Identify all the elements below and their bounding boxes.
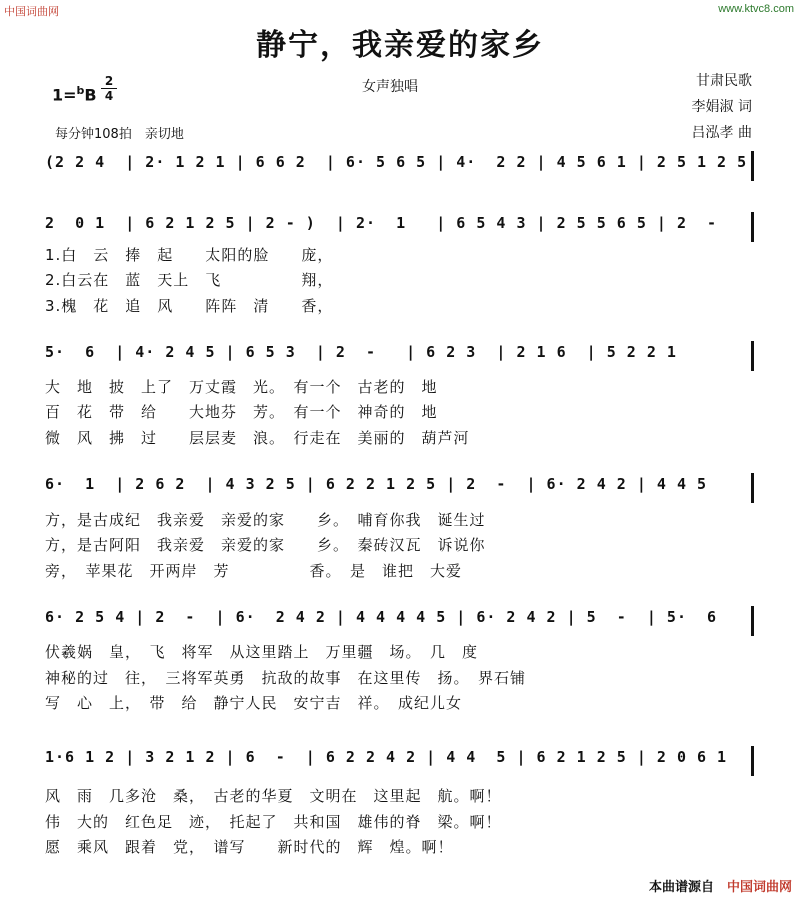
watermark-left: 中国词曲网	[4, 5, 59, 18]
system-3-lyric-3: 微 风 拂 过 层层麦 浪。 行走在 美丽的 葫芦河	[45, 429, 470, 447]
barline-final	[751, 473, 754, 503]
song-subtitle: 女声独唱	[362, 79, 418, 95]
barline-final	[751, 151, 754, 181]
system-6-lyric-2: 伟 大的 红色足 迹， 托起了 共和国 雄伟的脊 梁。啊！	[45, 813, 502, 831]
barline-final	[751, 212, 754, 242]
system-4-lyric-1: 方，是古成纪 我亲爱 亲爱的家 乡。 哺育你我 诞生过	[45, 511, 486, 529]
system-4-lyric-3: 旁， 苹果花 开两岸 芳 香。 是 谁把 大爱	[45, 562, 463, 580]
footer-attribution	[649, 876, 792, 895]
barline-final	[751, 341, 754, 371]
system-2-lyric-2: 2.白云在 蓝 天上 飞 翔，	[45, 271, 334, 289]
system-6-lyric-1: 风 雨 几多沧 桑， 古老的华夏 文明在 这里起 航。啊！	[45, 787, 502, 805]
system-1-notes-row	[45, 151, 760, 197]
tempo-marking: 每分钟108拍 亲切地	[55, 127, 184, 142]
time-top: 2	[104, 74, 114, 88]
system-5-lyric-2: 神秘的过 往， 三将军英勇 抗敌的故事 在这里传 扬。 界石铺	[45, 669, 527, 687]
key-note: B	[84, 85, 97, 105]
key-prefix: 1=	[52, 85, 77, 105]
watermark-right: www.ktvc8.com	[718, 3, 794, 15]
barline-final	[751, 606, 754, 636]
footer-site: 中国词曲网	[726, 880, 792, 895]
system-5-lyric-1: 伏羲娲 皇， 飞 将军 从这里踏上 万里疆 场。 几 度	[45, 643, 479, 661]
system-2-lyric-1: 1.白 云 捧 起 太阳的脸 庞，	[45, 246, 334, 264]
credit-origin: 甘肃民歌	[696, 73, 752, 89]
system-2-notes: 2 0 1 | 6 2 1 2 5 | 2 - ) | 2· 1 | 6 5 4 3 | 2 5 5 6 5 | 2 -	[45, 214, 718, 232]
system-4-lyric-2: 方，是古阿阳 我亲爱 亲爱的家 乡。 秦砖汉瓦 诉说你	[45, 536, 486, 554]
system-5-notes: 6· 2 5 4 | 2 - | 6· 2 4 2 | 4 4 4 4 5 | 6· 2 4 2 | 5 - | 5· 6	[45, 608, 718, 626]
time-bottom: 4	[104, 89, 114, 103]
credit-composer: 吕泓孝 曲	[691, 125, 752, 141]
flat-sign: b	[76, 84, 85, 97]
key-signature	[52, 84, 97, 104]
system-3-lyric-1: 大 地 披 上了 万丈霞 光。 有一个 古老的 地	[45, 378, 438, 396]
system-2-lyric-3: 3.槐 花 追 风 阵阵 清 香，	[45, 297, 334, 315]
system-6-notes: 1·6 1 2 | 3 2 1 2 | 6 - | 6 2 2 4 2 | 4 4 5 | 6 2 1 2 5 | 2 0 6 1	[45, 748, 728, 766]
system-6-lyric-3: 愿 乘风 跟着 党， 谱写 新时代的 辉 煌。啊！	[45, 838, 454, 856]
system-3-lyric-2: 百 花 带 给 大地芬 芳。 有一个 神奇的 地	[45, 403, 438, 421]
footer-source: 本曲谱源自	[648, 880, 714, 895]
system-1-notes: (2 2 4 | 2· 1 2 1 | 6 6 2 | 6· 5 6 5 | 4· 2 2 | 4 5 6 1 | 2 5 1 2 5	[45, 153, 748, 171]
time-signature	[101, 74, 117, 103]
song-credits	[692, 68, 752, 146]
credit-lyricist: 李娟淑 词	[691, 99, 752, 115]
song-title: 静宁，我亲爱的家乡	[256, 28, 544, 63]
barline-final	[751, 746, 754, 776]
system-5-lyric-3: 写 心 上， 带 给 静宁人民 安宁吉 祥。 成纪儿女	[45, 694, 463, 712]
system-3-notes: 5· 6 | 4· 2 4 5 | 6 5 3 | 2 - | 6 2 3 | 2 1 6 | 5 2 2 1	[45, 343, 677, 361]
system-4-notes: 6· 1 | 2 6 2 | 4 3 2 5 | 6 2 2 1 2 5 | 2 - | 6· 2 4 2 | 4 4 5	[45, 475, 708, 493]
